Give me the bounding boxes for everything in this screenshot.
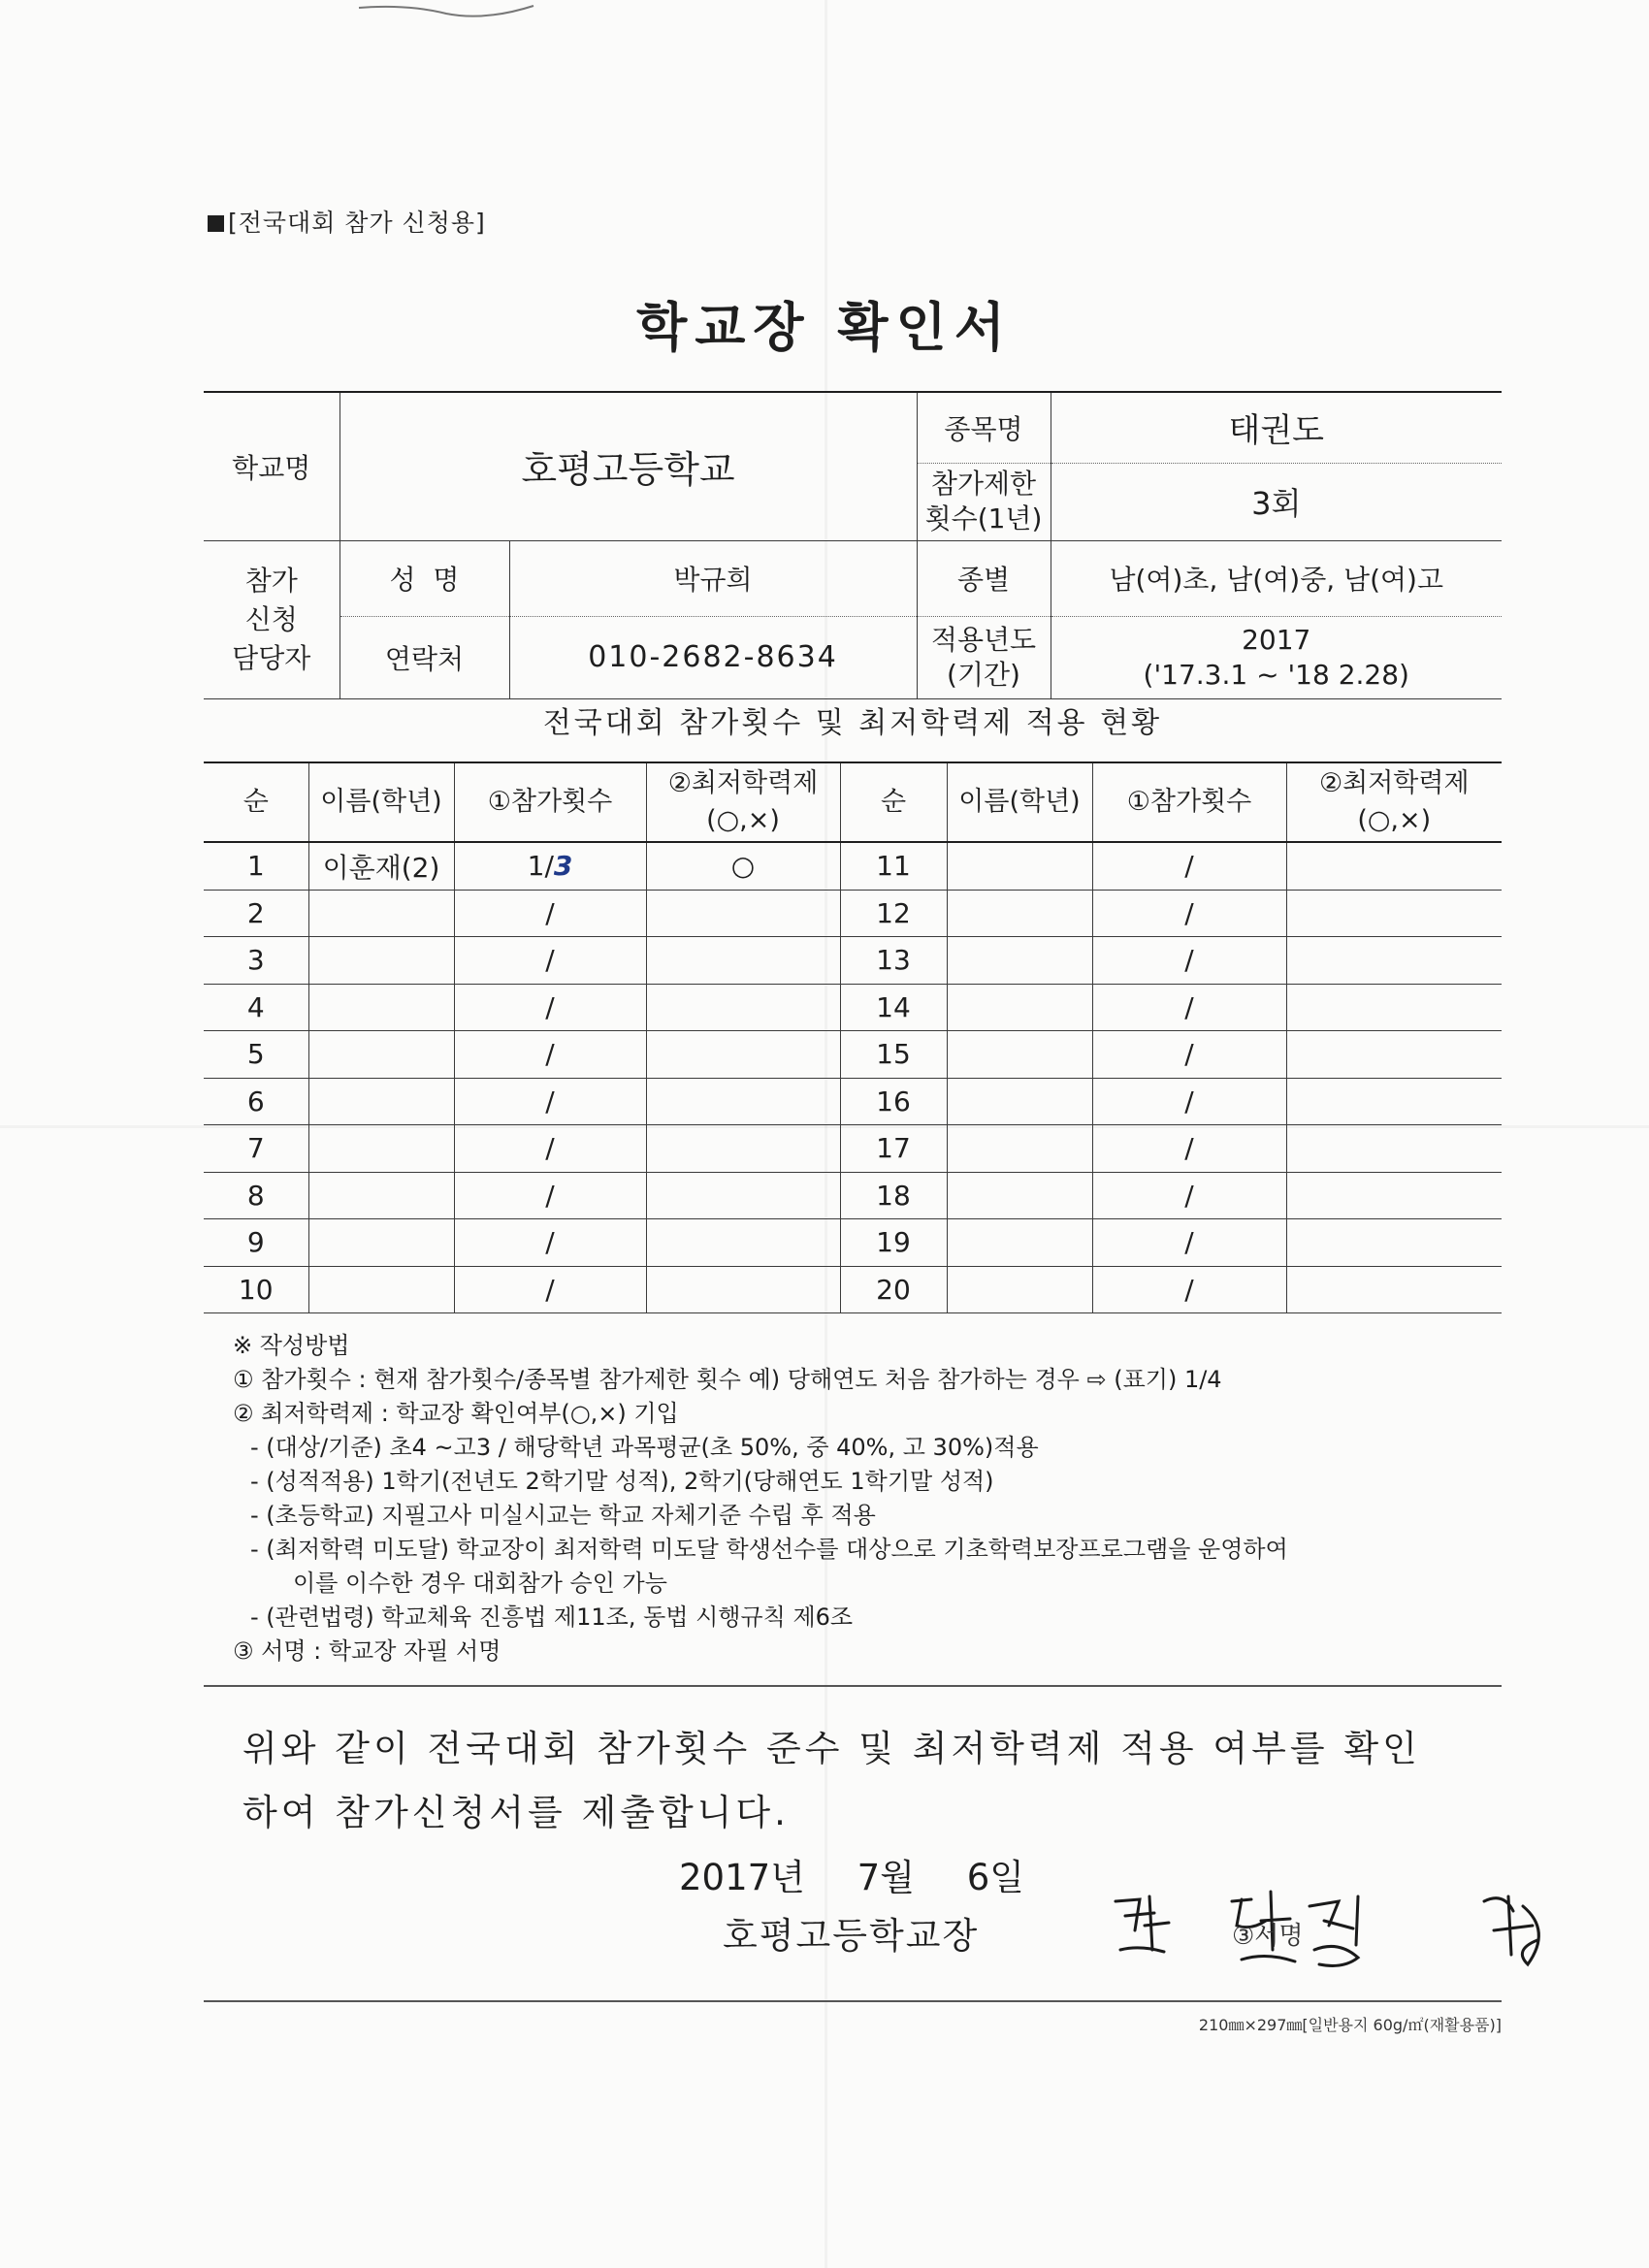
count-cell (454, 1031, 646, 1079)
count-cell (454, 1078, 646, 1125)
no-cell: 1 (204, 842, 308, 890)
count-text: / (545, 1132, 555, 1165)
count-text: / (545, 1273, 555, 1306)
count-text: / (545, 896, 555, 929)
date-year: 2017년 (679, 1857, 805, 1898)
header-min-line1: ②최저학력제 (1318, 768, 1470, 798)
count-cell: / (1092, 1031, 1286, 1079)
count-cell: / (1092, 1266, 1286, 1313)
min-cell (1286, 1172, 1502, 1219)
handwritten-signature (1096, 1872, 1581, 1979)
limit-label-line1: 참가제한 (930, 468, 1037, 500)
no-cell: 15 (840, 1031, 947, 1079)
document-title: 학교장 확인서 (636, 297, 1013, 358)
table-row (204, 1219, 1502, 1267)
header-no-right: 순 (840, 762, 947, 842)
min-cell (646, 984, 840, 1031)
manager-label-line3: 담당자 (232, 641, 311, 674)
instruction-line: - (관련법령) 학교체육 진흥법 제11조, 동법 시행규칙 제6조 (250, 1604, 854, 1631)
category-value: 남(여)초, 남(여)중, 남(여)고 (1051, 540, 1502, 616)
name-cell (308, 1266, 454, 1313)
count-cell: / (1092, 890, 1286, 937)
no-cell: 10 (204, 1266, 308, 1313)
declaration-line2: 하여 참가신청서를 제출합니다. (242, 1792, 790, 1833)
count-cell: / (1092, 1172, 1286, 1219)
count-text: 1/ (527, 850, 554, 883)
records-table (204, 761, 1502, 1313)
year-value-line1: 2017 (1242, 623, 1311, 656)
no-cell: 3 (204, 937, 308, 985)
name-cell (308, 937, 454, 985)
date-month: 7월 (857, 1857, 915, 1898)
count-cell (454, 937, 646, 985)
count-cell (454, 984, 646, 1031)
min-cell (1286, 1266, 1502, 1313)
count-cell (454, 1172, 646, 1219)
min-cell (1286, 1031, 1502, 1079)
count-cell (454, 842, 646, 890)
school-label: 학교명 (204, 392, 340, 540)
paper-spec-footer: 210㎜×297㎜[일반용지 60g/㎡(재활용품)] (1198, 2016, 1502, 2034)
header-min-line1: ②최저학력제 (667, 768, 819, 798)
instruction-line: - (대상/기준) 초4 ~고3 / 해당학년 과목평균(초 50%, 중 40%, 고 30%)적용 (250, 1434, 1039, 1461)
no-cell: 20 (840, 1266, 947, 1313)
min-cell (1286, 1078, 1502, 1125)
records-header-row (204, 762, 1502, 842)
count-cell: / (1092, 1078, 1286, 1125)
header-min-line2: (○,×) (1357, 805, 1432, 835)
name-cell (947, 1078, 1092, 1125)
signature-mark: ③서명 (1232, 1922, 1304, 1951)
count-cell: / (1092, 1125, 1286, 1173)
year-label-line1: 적용년도 (930, 623, 1037, 656)
count-cell (454, 1219, 646, 1267)
no-cell: 5 (204, 1031, 308, 1079)
signer-title: 호평고등학교장 (723, 1915, 980, 1957)
name-cell (947, 1031, 1092, 1079)
no-cell: 18 (840, 1172, 947, 1219)
table-row (204, 890, 1502, 937)
table-row (204, 1172, 1502, 1219)
name-cell (308, 890, 454, 937)
count-text: / (545, 1226, 555, 1259)
declaration-line1: 위와 같이 전국대회 참가횟수 준수 및 최저학력제 적용 여부를 확인 (242, 1728, 1421, 1769)
staple-mark (349, 0, 543, 29)
name-cell (947, 842, 1092, 890)
min-cell (646, 890, 840, 937)
header-name-left: 이름(학년) (308, 762, 454, 842)
event-value: 태권도 (1051, 392, 1502, 463)
form-type-label: [전국대회 참가 신청용] (208, 204, 486, 239)
min-cell (1286, 890, 1502, 937)
min-cell (1286, 1125, 1502, 1173)
count-text: / (545, 990, 555, 1023)
count-cell (454, 890, 646, 937)
count-cell: / (1092, 1219, 1286, 1267)
name-cell (308, 1078, 454, 1125)
count-cell: / (1092, 842, 1286, 890)
name-cell (947, 937, 1092, 985)
header-count-right: ①참가횟수 (1092, 762, 1286, 842)
no-cell: 12 (840, 890, 947, 937)
table-row (204, 842, 1502, 890)
status-title: 전국대회 참가횟수 및 최저학력제 적용 현황 (542, 706, 1163, 740)
count-cell: / (1092, 984, 1286, 1031)
handwritten-count: 3 (553, 850, 573, 883)
header-no-left: 순 (204, 762, 308, 842)
limit-label-line2: 횟수(1년) (924, 502, 1043, 535)
min-cell (1286, 1219, 1502, 1267)
name-cell (308, 1125, 454, 1173)
table-row (204, 984, 1502, 1031)
name-cell (947, 1172, 1092, 1219)
name-cell (947, 890, 1092, 937)
school-value: 호평고등학교 (340, 392, 917, 540)
divider-line (204, 1685, 1502, 1687)
name-label: 성 명 (340, 540, 509, 616)
min-cell (646, 937, 840, 985)
no-cell: 4 (204, 984, 308, 1031)
name-cell (947, 1125, 1092, 1173)
instruction-line: 이를 이수한 경우 대회참가 승인 가능 (293, 1570, 667, 1597)
contact-value: 010-2682-8634 (509, 616, 917, 698)
no-cell: 13 (840, 937, 947, 985)
manager-label-line1: 참가 (244, 564, 298, 597)
no-cell: 19 (840, 1219, 947, 1267)
table-row (204, 1125, 1502, 1173)
name-cell (947, 1266, 1092, 1313)
contact-label: 연락처 (340, 616, 509, 698)
min-cell (1286, 984, 1502, 1031)
category-label: 종별 (917, 540, 1051, 616)
instruction-line: - (최저학력 미도달) 학교장이 최저학력 미도달 학생선수를 대상으로 기초학력보장프로그램을 운영하여 (250, 1536, 1288, 1563)
count-cell: / (1092, 937, 1286, 985)
count-text: / (545, 1038, 555, 1071)
limit-label (917, 463, 1051, 540)
instruction-line: ② 최저학력제 : 학교장 확인여부(○,×) 기입 (233, 1400, 679, 1427)
min-cell (646, 1031, 840, 1079)
name-cell (308, 1219, 454, 1267)
year-value-line2: ('17.3.1 ~ '18 2.28) (1143, 658, 1409, 691)
year-label (917, 616, 1051, 698)
name-cell (947, 984, 1092, 1031)
instruction-line: ③ 서명 : 학교장 자필 서명 (233, 1637, 501, 1665)
min-cell (646, 1172, 840, 1219)
header-min-right (1286, 762, 1502, 842)
name-cell (308, 1172, 454, 1219)
min-cell (1286, 842, 1502, 890)
count-text: / (545, 1179, 555, 1212)
no-cell: 2 (204, 890, 308, 937)
declaration (242, 1717, 1504, 1845)
table-row (204, 1031, 1502, 1079)
header-count-left: ①참가횟수 (454, 762, 646, 842)
instruction-line: ① 참가횟수 : 현재 참가횟수/종목별 참가제한 횟수 예) 당해연도 처음 참가하는 경우 ⇨ (표기) 1/4 (233, 1366, 1222, 1393)
date-day: 6일 (966, 1857, 1025, 1898)
no-cell: 16 (840, 1078, 947, 1125)
name-cell (308, 1031, 454, 1079)
header-min-left (646, 762, 840, 842)
table-row (204, 937, 1502, 985)
year-value (1051, 616, 1502, 698)
header-min-line2: (○,×) (706, 805, 780, 835)
event-label: 종목명 (917, 392, 1051, 463)
manager-label-line2: 신청 (244, 602, 298, 635)
name-cell: 이훈재(2) (308, 842, 454, 890)
records-body (204, 842, 1502, 1313)
limit-value: 3회 (1051, 463, 1502, 540)
no-cell: 7 (204, 1125, 308, 1173)
header-name-right: 이름(학년) (947, 762, 1092, 842)
footer-divider (204, 2000, 1502, 2002)
count-text: / (545, 944, 555, 977)
square-bullet-icon (208, 215, 224, 232)
min-cell (1286, 937, 1502, 985)
name-value: 박규희 (509, 540, 917, 616)
min-cell (646, 1078, 840, 1125)
no-cell: 8 (204, 1172, 308, 1219)
no-cell: 9 (204, 1219, 308, 1267)
name-cell (308, 984, 454, 1031)
info-table (204, 391, 1502, 699)
instruction-line: - (초등학교) 지필고사 미실시교는 학교 자체기준 수립 후 적용 (250, 1502, 876, 1529)
submission-date (679, 1848, 1065, 1900)
count-cell (454, 1125, 646, 1173)
min-cell (646, 1125, 840, 1173)
count-text: / (545, 1085, 555, 1118)
name-cell (947, 1219, 1092, 1267)
no-cell: 14 (840, 984, 947, 1031)
min-cell (646, 1219, 840, 1267)
min-cell: ○ (646, 842, 840, 890)
table-row (204, 1266, 1502, 1313)
no-cell: 11 (840, 842, 947, 890)
no-cell: 17 (840, 1125, 947, 1173)
instruction-line: - (성적적용) 1학기(전년도 2학기말 성적), 2학기(당해연도 1학기말 성적) (250, 1468, 994, 1495)
no-cell: 6 (204, 1078, 308, 1125)
count-cell (454, 1266, 646, 1313)
table-row (204, 1078, 1502, 1125)
manager-label (204, 540, 340, 698)
min-cell (646, 1266, 840, 1313)
year-label-line2: (기간) (947, 658, 1020, 691)
instructions (233, 1329, 1513, 1669)
instruction-line: ※ 작성방법 (233, 1332, 350, 1359)
